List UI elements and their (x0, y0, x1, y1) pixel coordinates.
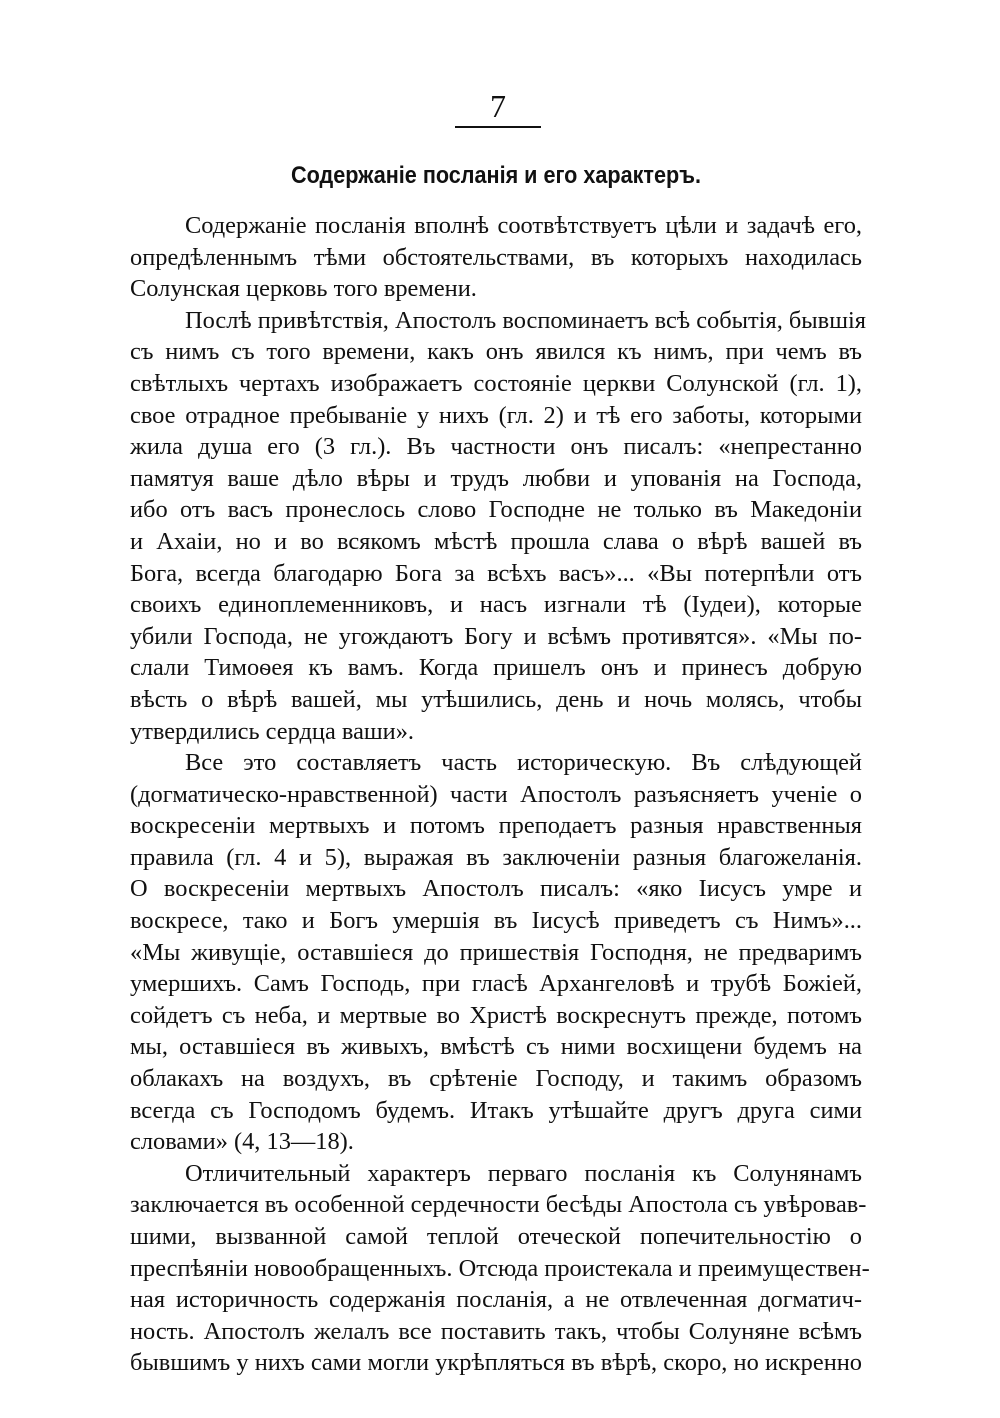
text-line: (догматическо-нравственной) части Апостолъ разъясняетъ ученіе о (130, 780, 862, 808)
text-line: Солунская церковь того времени. (130, 275, 477, 303)
text-line: бывшимъ у нихъ сами могли укрѣпляться въ вѣрѣ, скоро, но искренно (130, 1349, 862, 1377)
text-line: Отличительный характеръ перваго посланія къ Солунянамъ (185, 1159, 862, 1187)
paragraph-2 (130, 305, 866, 747)
text-line: шими, вызванной самой теплой отеческой попечительностію о (130, 1223, 862, 1250)
text-line: ная историчность содержанія посланія, а не отвлеченная догматич- (130, 1286, 862, 1314)
text-line: своихъ единоплеменниковъ, и насъ изгнали тѣ (Іудеи), которые (130, 591, 862, 619)
page-number-underline (455, 126, 541, 128)
text-line: воскресе, тако и Богъ умершія въ Іисусѣ приведетъ съ Нимъ»... (130, 907, 862, 935)
text-line: Бога, всегда благодарю Бога за всѣхъ васъ»... «Вы потерпѣли отъ (130, 559, 862, 587)
text-line: свое отрадное пребываніе у нихъ (гл. 2) и тѣ его заботы, которыми (130, 401, 862, 429)
text-line: вѣсть о вѣрѣ вашей, мы утѣшились, день и ночь молясь, чтобы (130, 685, 862, 713)
text-line: убили Господа, не угождаютъ Богу и всѣмъ противятся». «Мы по- (130, 622, 862, 650)
text-line: облакахъ на воздухъ, въ срѣтеніе Господу, и такимъ образомъ (130, 1065, 862, 1093)
text-line: свѣтлыхъ чертахъ изображаетъ состояніе церкви Солунской (гл. 1), (130, 369, 862, 397)
text-line: «Мы живущіе, оставшіеся до пришествія Господня, не предваримъ (130, 938, 862, 966)
text-line: опредѣленнымъ тѣми обстоятельствами, въ которыхъ находилась (130, 243, 862, 271)
page-number: 7 (490, 88, 506, 124)
text-line: Все это составляетъ часть историческую. Въ слѣдующей (185, 749, 862, 777)
text-line: ибо отъ васъ пронеслось слово Господне не только въ Македоніи (130, 496, 862, 524)
section-heading: Содержаніе посланія и его характеръ. (291, 162, 701, 189)
text-line: памятуя ваше дѣло вѣры и трудъ любви и упованія на Господа, (130, 464, 862, 492)
text-line: всегда съ Господомъ будемъ. Итакъ утѣшайте другъ друга сими (130, 1096, 862, 1124)
text-line: О воскресеніи мертвыхъ Апостолъ писалъ: «яко Іисусъ умре и (130, 875, 862, 903)
text-line: умершихъ. Самъ Господь, при гласѣ Архангеловѣ и трубѣ Божіей, (130, 970, 862, 998)
text-line: жила душа его (3 гл.). Въ частности онъ писалъ: «непрестанно (130, 433, 862, 461)
text-line: правила (гл. 4 и 5), выражая въ заключеніи разныя благожеланія. (130, 843, 862, 871)
paragraph-3 (130, 747, 862, 1158)
text-line: сойдетъ съ неба, и мертвые во Христѣ воскреснутъ прежде, потомъ (130, 1001, 862, 1029)
text-line: съ нимъ съ того времени, какъ онъ явился къ нимъ, при чемъ въ (130, 338, 862, 366)
text-line: преспѣяніи новообращенныхъ. Отсюда проистекала и преимуществен- (130, 1254, 870, 1282)
body-text (130, 210, 870, 1379)
text-line: и Ахаіи, но и во всякомъ мѣстѣ прошла слава о вѣрѣ вашей въ (130, 527, 862, 555)
text-line: воскресеніи мертвыхъ и потомъ преподаетъ разныя нравственныя (130, 812, 862, 840)
text-line: словами» (4, 13—18). (130, 1128, 354, 1156)
text-line: слали Тимоѳея къ вамъ. Когда пришелъ онъ и принесъ добрую (130, 654, 862, 682)
text-line: мы, оставшіеся въ живыхъ, вмѣстѣ съ ними восхищени будемъ на (130, 1033, 862, 1061)
paragraph-4 (130, 1158, 870, 1379)
text-line: ность. Апостолъ желалъ все поставить такъ, чтобы Солуняне всѣмъ (130, 1317, 862, 1345)
text-line: Содержаніе посланія вполнѣ соотвѣтствуетъ цѣли и задачѣ его, (185, 212, 862, 239)
text-line: Послѣ привѣтствія, Апостолъ воспоминаетъ всѣ событія, бывшія (185, 306, 866, 334)
text-line: заключается въ особенной сердечности бесѣды Апостола съ увѣровав- (130, 1191, 867, 1219)
text-line: утвердились сердца ваши». (130, 717, 415, 745)
paragraph-1 (130, 210, 862, 305)
